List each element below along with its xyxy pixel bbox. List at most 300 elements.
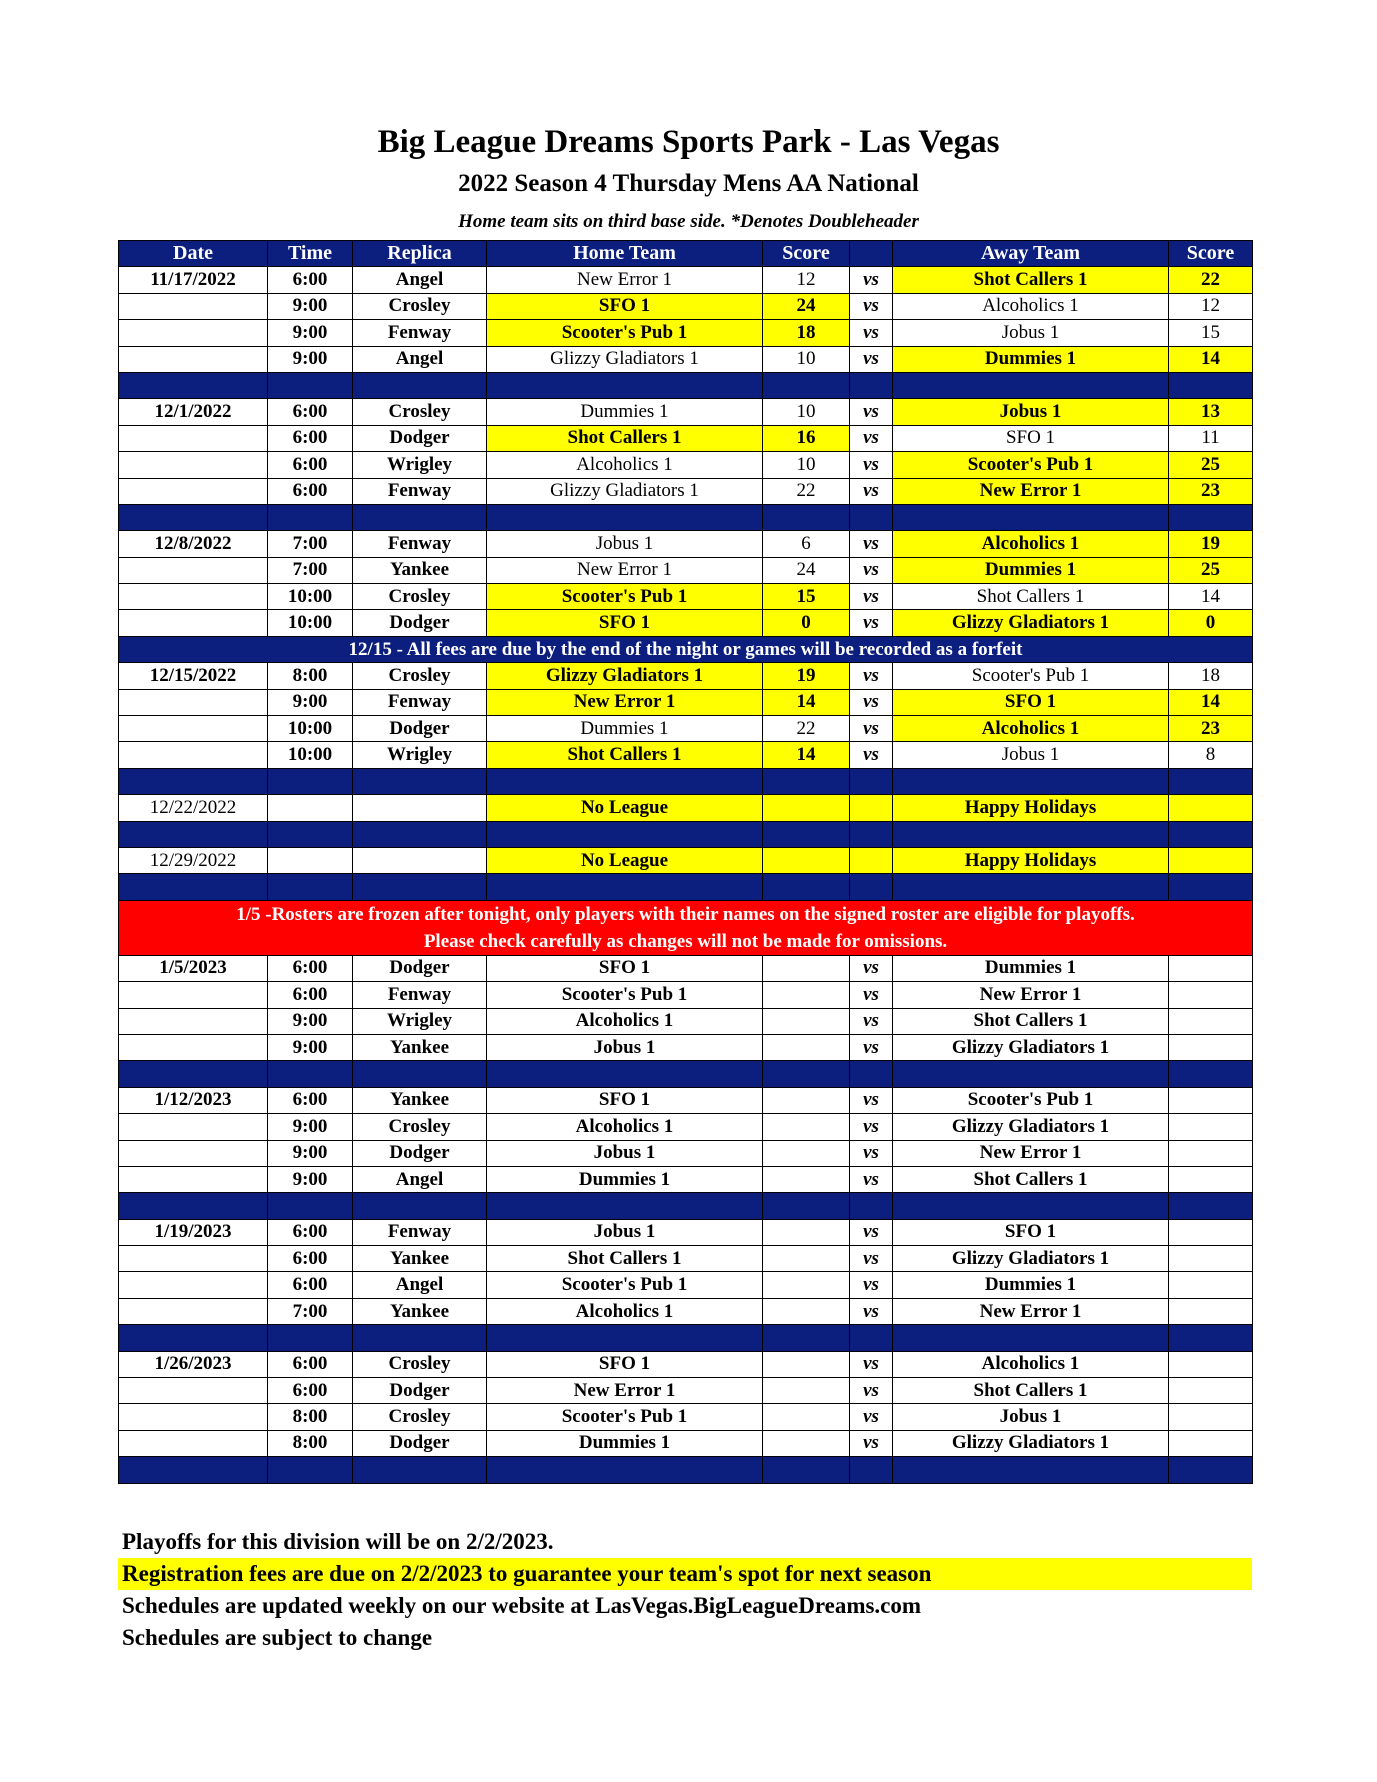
game-time: 6:00 — [268, 399, 353, 425]
game-date: 1/19/2023 — [119, 1219, 268, 1245]
vs-cell: vs — [850, 1298, 893, 1324]
separator-cell — [353, 821, 487, 847]
home-team: Alcoholics 1 — [487, 1114, 763, 1140]
vs-cell: vs — [850, 610, 893, 636]
vs-cell: vs — [850, 955, 893, 981]
game-field: Dodger — [353, 1378, 487, 1404]
game-time: 6:00 — [268, 1246, 353, 1272]
home-team: No League — [487, 795, 763, 821]
away-score — [1169, 1034, 1253, 1060]
away-team: Alcoholics 1 — [893, 716, 1169, 742]
home-score — [763, 1351, 850, 1377]
home-score — [763, 1404, 850, 1430]
game-date — [119, 1114, 268, 1140]
game-time: 7:00 — [268, 557, 353, 583]
away-score: 23 — [1169, 478, 1253, 504]
away-team: Shot Callers 1 — [893, 1378, 1169, 1404]
col-date: Date — [119, 241, 268, 267]
separator-cell — [893, 874, 1169, 900]
game-time: 7:00 — [268, 531, 353, 557]
vs-cell: vs — [850, 1087, 893, 1113]
game-date — [119, 1430, 268, 1456]
game-time: 9:00 — [268, 346, 353, 372]
vs-cell: vs — [850, 716, 893, 742]
home-team: Scooter's Pub 1 — [487, 982, 763, 1008]
col-replica: Replica — [353, 241, 487, 267]
game-row — [119, 1034, 1253, 1060]
away-score — [1169, 982, 1253, 1008]
home-team: Jobus 1 — [487, 1140, 763, 1166]
game-row — [119, 1114, 1253, 1140]
away-team: Glizzy Gladiators 1 — [893, 1246, 1169, 1272]
home-score — [763, 1430, 850, 1456]
col-home-team: Home Team — [487, 241, 763, 267]
roster-notice-line: Please check carefully as changes will not be made for omissions. — [423, 930, 948, 952]
game-time: 9:00 — [268, 293, 353, 319]
home-score — [763, 1378, 850, 1404]
away-score — [1169, 1404, 1253, 1430]
away-team: Alcoholics 1 — [893, 531, 1169, 557]
week-separator-row — [119, 504, 1253, 530]
game-row — [119, 584, 1253, 610]
game-date: 1/12/2023 — [119, 1087, 268, 1113]
away-team: New Error 1 — [893, 1140, 1169, 1166]
away-team: Scooter's Pub 1 — [893, 1087, 1169, 1113]
game-time: 6:00 — [268, 452, 353, 478]
game-row — [119, 425, 1253, 451]
game-row — [119, 531, 1253, 557]
home-score — [763, 1246, 850, 1272]
vs-cell: vs — [850, 267, 893, 293]
separator-cell — [353, 1325, 487, 1351]
game-time: 6:00 — [268, 1087, 353, 1113]
game-time: 9:00 — [268, 1008, 353, 1034]
away-score — [1169, 1166, 1253, 1192]
week-separator-row — [119, 1061, 1253, 1087]
game-field — [353, 847, 487, 873]
home-team: New Error 1 — [487, 557, 763, 583]
separator-cell — [487, 372, 763, 398]
game-row — [119, 1166, 1253, 1192]
game-field: Yankee — [353, 1087, 487, 1113]
game-field: Angel — [353, 267, 487, 293]
away-team: New Error 1 — [893, 478, 1169, 504]
away-score: 14 — [1169, 346, 1253, 372]
game-field: Crosley — [353, 584, 487, 610]
game-row — [119, 955, 1253, 981]
home-team: Dummies 1 — [487, 1166, 763, 1192]
separator-cell — [119, 1061, 268, 1087]
separator-cell — [850, 821, 893, 847]
game-field: Wrigley — [353, 452, 487, 478]
home-team: Shot Callers 1 — [487, 1246, 763, 1272]
home-score — [763, 1166, 850, 1192]
game-time: 6:00 — [268, 1219, 353, 1245]
vs-cell: vs — [850, 346, 893, 372]
game-date — [119, 1008, 268, 1034]
game-field: Yankee — [353, 1246, 487, 1272]
away-score — [1169, 1140, 1253, 1166]
separator-cell — [268, 1325, 353, 1351]
home-score: 6 — [763, 531, 850, 557]
game-row — [119, 716, 1253, 742]
separator-cell — [893, 821, 1169, 847]
vs-cell — [850, 795, 893, 821]
away-score — [1169, 1219, 1253, 1245]
separator-cell — [893, 1457, 1169, 1483]
game-date: 1/26/2023 — [119, 1351, 268, 1377]
away-score — [1169, 1378, 1253, 1404]
home-score: 24 — [763, 557, 850, 583]
separator-cell — [893, 504, 1169, 530]
separator-cell — [119, 504, 268, 530]
separator-cell — [893, 1325, 1169, 1351]
away-score — [1169, 1430, 1253, 1456]
footer-registration: Registration fees are due on 2/2/2023 to guarantee your team's spot for next season — [118, 1558, 1252, 1590]
game-row — [119, 742, 1253, 768]
home-score: 19 — [763, 663, 850, 689]
game-row — [119, 1246, 1253, 1272]
game-field: Dodger — [353, 1140, 487, 1166]
game-time: 9:00 — [268, 689, 353, 715]
away-team: Shot Callers 1 — [893, 267, 1169, 293]
home-score: 15 — [763, 584, 850, 610]
away-score: 23 — [1169, 716, 1253, 742]
away-score — [1169, 1272, 1253, 1298]
game-date: 12/29/2022 — [119, 847, 268, 873]
game-date — [119, 610, 268, 636]
vs-cell: vs — [850, 1166, 893, 1192]
separator-cell — [268, 1457, 353, 1483]
home-score: 12 — [763, 267, 850, 293]
col-away-score: Score — [1169, 241, 1253, 267]
separator-cell — [1169, 504, 1253, 530]
away-team: Dummies 1 — [893, 346, 1169, 372]
game-field: Crosley — [353, 1404, 487, 1430]
game-time: 10:00 — [268, 610, 353, 636]
separator-cell — [850, 1325, 893, 1351]
home-score — [763, 1272, 850, 1298]
game-date — [119, 742, 268, 768]
vs-cell: vs — [850, 982, 893, 1008]
game-field: Dodger — [353, 716, 487, 742]
separator-cell — [353, 1193, 487, 1219]
away-team: Jobus 1 — [893, 320, 1169, 346]
game-row — [119, 663, 1253, 689]
week-separator-row — [119, 372, 1253, 398]
separator-cell — [119, 1457, 268, 1483]
game-date — [119, 1166, 268, 1192]
game-row — [119, 1272, 1253, 1298]
home-team: Scooter's Pub 1 — [487, 320, 763, 346]
footer-playoffs: Playoffs for this division will be on 2/2/2023. — [122, 1529, 554, 1554]
home-score — [763, 1008, 850, 1034]
vs-cell: vs — [850, 1246, 893, 1272]
game-time: 9:00 — [268, 1166, 353, 1192]
separator-cell — [1169, 1457, 1253, 1483]
schedule-table — [118, 240, 1253, 1484]
separator-cell — [353, 874, 487, 900]
game-date — [119, 584, 268, 610]
separator-cell — [353, 768, 487, 794]
footer-website: Schedules are updated weekly on our website at LasVegas.BigLeagueDreams.com — [122, 1593, 922, 1618]
game-field: Fenway — [353, 531, 487, 557]
away-score: 15 — [1169, 320, 1253, 346]
vs-cell: vs — [850, 742, 893, 768]
game-date: 12/22/2022 — [119, 795, 268, 821]
game-row — [119, 1219, 1253, 1245]
home-score: 10 — [763, 346, 850, 372]
home-score — [763, 955, 850, 981]
separator-cell — [1169, 874, 1253, 900]
week-separator-row — [119, 821, 1253, 847]
home-score — [763, 847, 850, 873]
away-score — [1169, 1298, 1253, 1324]
game-field: Crosley — [353, 663, 487, 689]
away-score — [1169, 795, 1253, 821]
home-score: 22 — [763, 716, 850, 742]
home-score — [763, 1087, 850, 1113]
game-date — [119, 716, 268, 742]
separator-cell — [487, 1061, 763, 1087]
game-field: Fenway — [353, 1219, 487, 1245]
game-date: 12/15/2022 — [119, 663, 268, 689]
away-team: Scooter's Pub 1 — [893, 663, 1169, 689]
away-team: Jobus 1 — [893, 742, 1169, 768]
away-team: SFO 1 — [893, 425, 1169, 451]
separator-cell — [1169, 1061, 1253, 1087]
home-team: SFO 1 — [487, 1087, 763, 1113]
home-team: Shot Callers 1 — [487, 425, 763, 451]
home-team: Glizzy Gladiators 1 — [487, 663, 763, 689]
home-team: New Error 1 — [487, 1378, 763, 1404]
separator-cell — [353, 1457, 487, 1483]
game-row — [119, 1008, 1253, 1034]
separator-cell — [119, 821, 268, 847]
away-team: Happy Holidays — [893, 847, 1169, 873]
game-field: Fenway — [353, 320, 487, 346]
away-score — [1169, 1087, 1253, 1113]
home-score — [763, 1114, 850, 1140]
game-field: Wrigley — [353, 1008, 487, 1034]
separator-cell — [268, 372, 353, 398]
home-score — [763, 1298, 850, 1324]
away-team: Glizzy Gladiators 1 — [893, 1430, 1169, 1456]
week-separator-row — [119, 874, 1253, 900]
game-time: 6:00 — [268, 478, 353, 504]
game-row — [119, 557, 1253, 583]
away-score: 14 — [1169, 584, 1253, 610]
game-date: 11/17/2022 — [119, 267, 268, 293]
away-team: Alcoholics 1 — [893, 293, 1169, 319]
home-team: Glizzy Gladiators 1 — [487, 478, 763, 504]
separator-cell — [850, 874, 893, 900]
vs-cell: vs — [850, 1034, 893, 1060]
away-team: Dummies 1 — [893, 557, 1169, 583]
vs-cell — [850, 847, 893, 873]
away-team: Jobus 1 — [893, 399, 1169, 425]
game-date — [119, 320, 268, 346]
separator-cell — [893, 372, 1169, 398]
col-vs — [850, 241, 893, 267]
game-time: 9:00 — [268, 1114, 353, 1140]
separator-cell — [850, 768, 893, 794]
home-team: Dummies 1 — [487, 399, 763, 425]
away-team: Shot Callers 1 — [893, 1008, 1169, 1034]
game-row — [119, 293, 1253, 319]
game-time: 8:00 — [268, 1430, 353, 1456]
home-score — [763, 1219, 850, 1245]
separator-cell — [268, 1193, 353, 1219]
game-time: 9:00 — [268, 1034, 353, 1060]
separator-cell — [1169, 821, 1253, 847]
away-score — [1169, 1114, 1253, 1140]
game-field: Crosley — [353, 293, 487, 319]
home-score — [763, 1034, 850, 1060]
game-row — [119, 452, 1253, 478]
game-date — [119, 1246, 268, 1272]
game-row — [119, 478, 1253, 504]
roster-notice-line: 1/5 -Rosters are frozen after tonight, only players with their names on the signed roster are eligible for playoffs. — [236, 903, 1135, 925]
away-team: SFO 1 — [893, 1219, 1169, 1245]
separator-cell — [763, 372, 850, 398]
vs-cell: vs — [850, 399, 893, 425]
separator-cell — [487, 1457, 763, 1483]
col-time: Time — [268, 241, 353, 267]
separator-cell — [763, 1061, 850, 1087]
game-date — [119, 1034, 268, 1060]
vs-cell: vs — [850, 452, 893, 478]
away-team: Dummies 1 — [893, 955, 1169, 981]
home-team: Alcoholics 1 — [487, 1298, 763, 1324]
page-title: Big League Dreams Sports Park - Las Vegas — [377, 124, 1000, 160]
game-date — [119, 452, 268, 478]
game-field: Angel — [353, 1272, 487, 1298]
home-team: Scooter's Pub 1 — [487, 584, 763, 610]
game-field: Wrigley — [353, 742, 487, 768]
game-field: Dodger — [353, 610, 487, 636]
home-team: Scooter's Pub 1 — [487, 1272, 763, 1298]
separator-cell — [487, 504, 763, 530]
vs-cell: vs — [850, 320, 893, 346]
away-team: Glizzy Gladiators 1 — [893, 1034, 1169, 1060]
home-score: 10 — [763, 452, 850, 478]
game-date — [119, 1298, 268, 1324]
away-team: Glizzy Gladiators 1 — [893, 610, 1169, 636]
away-score: 18 — [1169, 663, 1253, 689]
game-field: Fenway — [353, 689, 487, 715]
home-score — [763, 1140, 850, 1166]
away-team: Alcoholics 1 — [893, 1351, 1169, 1377]
away-score: 25 — [1169, 452, 1253, 478]
separator-cell — [268, 874, 353, 900]
table-header-row — [119, 241, 1253, 267]
game-date — [119, 293, 268, 319]
vs-cell: vs — [850, 1378, 893, 1404]
game-date — [119, 1404, 268, 1430]
away-team: New Error 1 — [893, 982, 1169, 1008]
away-team: Scooter's Pub 1 — [893, 452, 1169, 478]
separator-cell — [268, 1061, 353, 1087]
home-team: No League — [487, 847, 763, 873]
vs-cell: vs — [850, 1351, 893, 1377]
game-field: Fenway — [353, 478, 487, 504]
away-score — [1169, 1246, 1253, 1272]
home-score: 14 — [763, 742, 850, 768]
separator-cell — [763, 874, 850, 900]
game-time: 6:00 — [268, 267, 353, 293]
game-row — [119, 1378, 1253, 1404]
home-score: 18 — [763, 320, 850, 346]
game-time — [268, 847, 353, 873]
home-team: Jobus 1 — [487, 1219, 763, 1245]
separator-cell — [119, 874, 268, 900]
game-row — [119, 399, 1253, 425]
separator-cell — [353, 1061, 487, 1087]
separator-cell — [763, 1193, 850, 1219]
vs-cell: vs — [850, 1404, 893, 1430]
away-score: 8 — [1169, 742, 1253, 768]
game-date — [119, 1272, 268, 1298]
separator-cell — [850, 1193, 893, 1219]
home-team: Alcoholics 1 — [487, 1008, 763, 1034]
week-separator-row — [119, 1457, 1253, 1483]
home-team: New Error 1 — [487, 689, 763, 715]
vs-cell: vs — [850, 531, 893, 557]
no-league-row — [119, 847, 1253, 873]
vs-cell: vs — [850, 1430, 893, 1456]
vs-cell: vs — [850, 663, 893, 689]
game-field: Yankee — [353, 1298, 487, 1324]
col-home-score: Score — [763, 241, 850, 267]
home-team: Shot Callers 1 — [487, 742, 763, 768]
separator-cell — [763, 1457, 850, 1483]
home-score: 0 — [763, 610, 850, 636]
week-separator-row — [119, 768, 1253, 794]
game-date — [119, 1140, 268, 1166]
game-time: 6:00 — [268, 425, 353, 451]
game-field: Angel — [353, 1166, 487, 1192]
game-field: Dodger — [353, 1430, 487, 1456]
separator-cell — [1169, 1193, 1253, 1219]
home-team: Dummies 1 — [487, 716, 763, 742]
game-date: 1/5/2023 — [119, 955, 268, 981]
away-team: Shot Callers 1 — [893, 1166, 1169, 1192]
roster-notice — [119, 900, 1253, 955]
away-team: New Error 1 — [893, 1298, 1169, 1324]
away-team: SFO 1 — [893, 689, 1169, 715]
game-time: 6:00 — [268, 1272, 353, 1298]
away-score: 22 — [1169, 267, 1253, 293]
home-team: SFO 1 — [487, 293, 763, 319]
vs-cell: vs — [850, 1140, 893, 1166]
game-time: 6:00 — [268, 1378, 353, 1404]
home-team: SFO 1 — [487, 955, 763, 981]
no-league-row — [119, 795, 1253, 821]
notice-text: 12/15 - All fees are due by the end of the night or games will be recorded as a forfeit — [119, 636, 1253, 662]
separator-cell — [119, 372, 268, 398]
game-time: 6:00 — [268, 955, 353, 981]
home-team: SFO 1 — [487, 1351, 763, 1377]
separator-cell — [763, 821, 850, 847]
game-time: 6:00 — [268, 1351, 353, 1377]
game-row — [119, 610, 1253, 636]
game-field: Yankee — [353, 1034, 487, 1060]
home-team: Dummies 1 — [487, 1430, 763, 1456]
footer-disclaimer: Schedules are subject to change — [122, 1625, 433, 1650]
vs-cell: vs — [850, 478, 893, 504]
separator-cell — [268, 504, 353, 530]
